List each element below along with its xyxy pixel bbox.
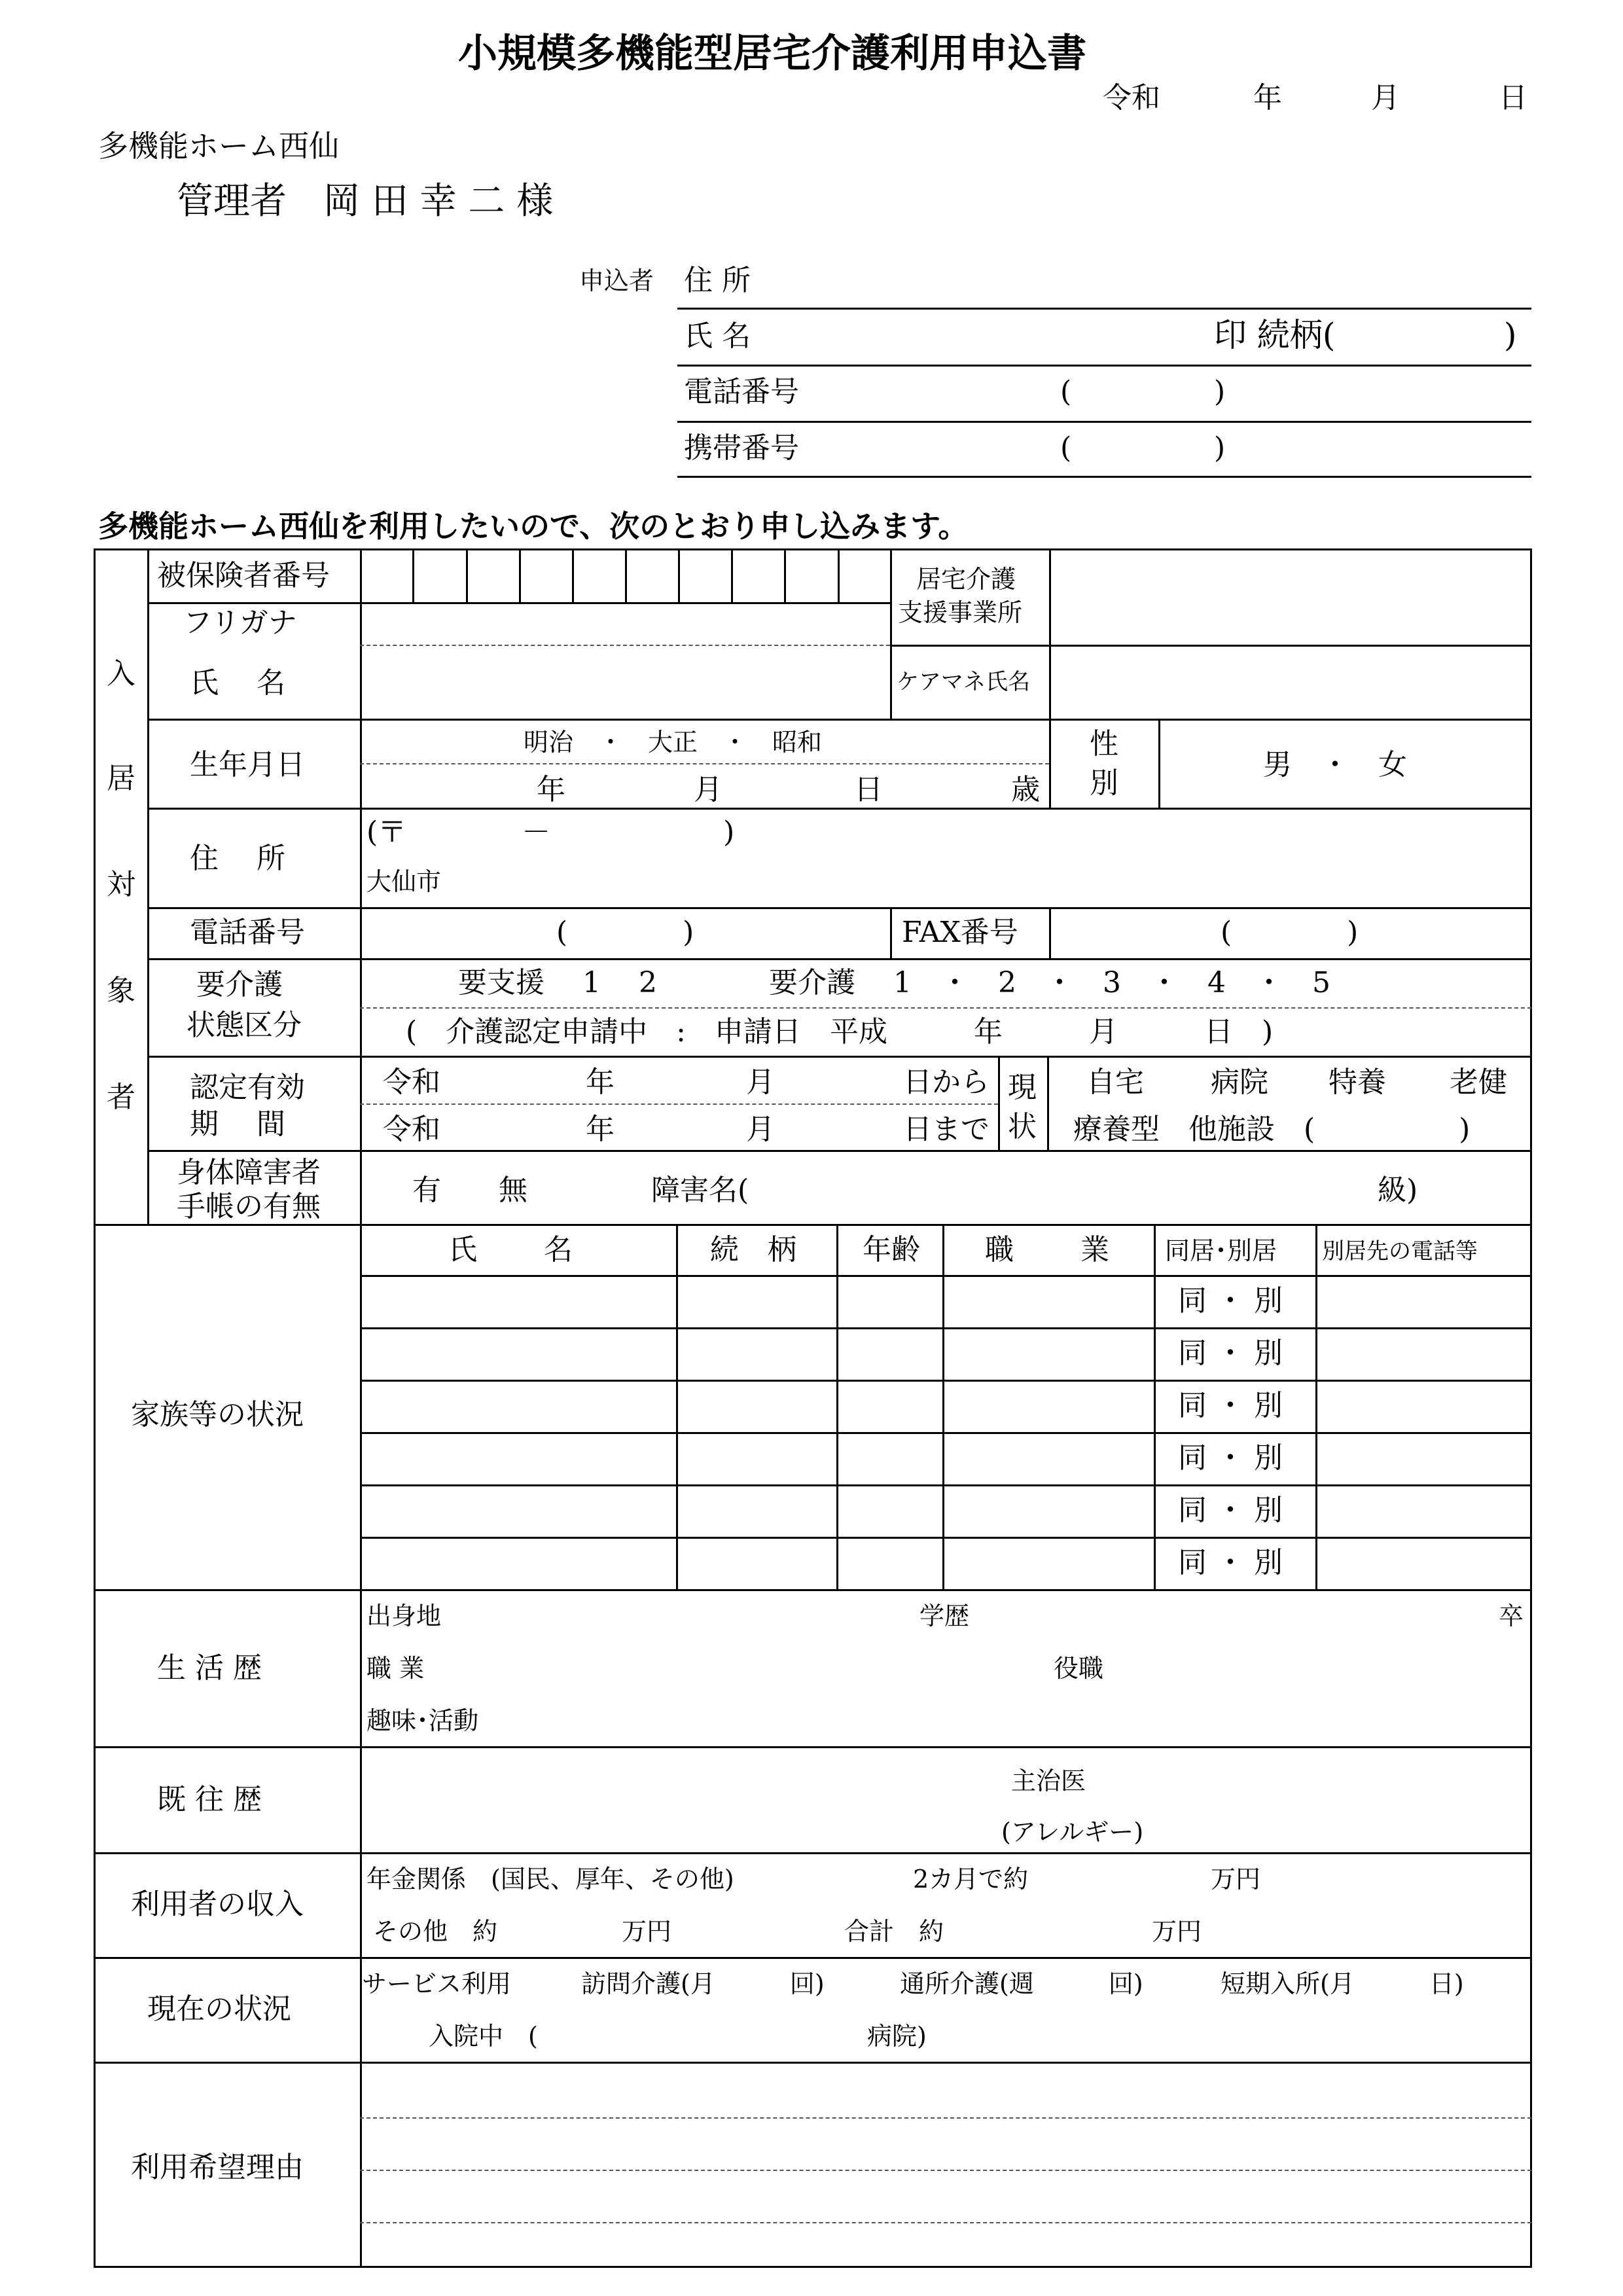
valid-to-month: 月 xyxy=(746,1113,775,1146)
family-row-living: 同 ・ 別 xyxy=(1178,1546,1283,1579)
applicant-label: 申込者 xyxy=(579,266,654,295)
care-need: 要介護 1 ・ 2 ・ 3 ・ 4 ・ 5 xyxy=(769,966,1330,999)
history-position: 役職 xyxy=(1054,1654,1104,1683)
valid-from-month: 月 xyxy=(746,1066,775,1099)
sex-label-2: 別 xyxy=(1090,766,1118,800)
disability-label-2: 手帳の有無 xyxy=(177,1190,321,1223)
applicant-phone-open: ( xyxy=(1060,375,1072,408)
applicant-name-label: 氏 名 xyxy=(684,319,751,353)
family-row-living: 同 ・ 別 xyxy=(1178,1284,1283,1318)
birth-day: 日 xyxy=(854,773,883,806)
history-education: 学歴 xyxy=(919,1602,970,1630)
family-header-living: 同居･別居 xyxy=(1165,1236,1277,1265)
family-label: 家族等の状況 xyxy=(131,1398,304,1431)
history-birthplace: 出身地 xyxy=(366,1602,442,1630)
applicant-phone-label: 電話番号 xyxy=(684,375,799,408)
disability-name: 障害名( xyxy=(651,1174,749,1207)
disability-label-1: 身体障害者 xyxy=(177,1156,321,1189)
recipient-facility: 多機能ホーム西仙 xyxy=(98,128,339,164)
care-applying: ( 介護認定申請中 : 申請日 平成 年 月 日 ) xyxy=(406,1015,1274,1049)
birth-label: 生年月日 xyxy=(190,748,305,781)
care-office-label-1: 居宅介護 xyxy=(916,565,1016,594)
family-header-phone: 別居先の電話等 xyxy=(1322,1238,1478,1265)
valid-from-year: 年 xyxy=(586,1066,615,1099)
disability-options: 有 無 xyxy=(412,1174,527,1207)
validity-label-2: 期 間 xyxy=(190,1107,285,1141)
date-era: 令和 xyxy=(1103,81,1160,115)
family-row-living: 同 ・ 別 xyxy=(1178,1441,1283,1475)
date-year: 年 xyxy=(1253,81,1282,115)
fax-paren: ( ) xyxy=(1221,916,1359,949)
family-header-age: 年齢 xyxy=(863,1233,920,1266)
sex-label-1: 性 xyxy=(1090,727,1118,761)
status-nursing: 特養 xyxy=(1329,1066,1386,1099)
applicant-seal-close: ) xyxy=(1504,316,1517,354)
income-pension: 年金関係 (国民、厚年、その他) xyxy=(366,1865,734,1893)
applicant-seal-relation: 印 続柄( xyxy=(1214,316,1336,354)
subject-phone-label: 電話番号 xyxy=(190,916,305,949)
family-header-name: 氏 名 xyxy=(448,1233,573,1266)
current-hospital: 入院中 ( xyxy=(429,2022,538,2051)
birth-year: 年 xyxy=(537,773,565,806)
family-row-living: 同 ・ 別 xyxy=(1178,1389,1283,1422)
valid-from-day: 日から xyxy=(903,1066,990,1099)
validity-label-1: 認定有効 xyxy=(190,1071,305,1104)
valid-from-era: 令和 xyxy=(383,1066,440,1099)
postal-code: (〒 － ) xyxy=(366,816,735,849)
date-month: 月 xyxy=(1371,81,1400,115)
history-graduated: 卒 xyxy=(1499,1602,1524,1630)
side-label-3: 象 xyxy=(107,974,135,1007)
status-label-2: 状 xyxy=(1008,1110,1037,1143)
income-bimonthly: 2カ月で約 xyxy=(913,1865,1029,1893)
medical-label: 既 往 歴 xyxy=(157,1783,262,1816)
income-total: 合計 約 xyxy=(844,1917,944,1946)
current-service: サービス利用 xyxy=(362,1969,512,1998)
income-other: その他 約 xyxy=(373,1917,498,1946)
medical-doctor: 主治医 xyxy=(1011,1767,1086,1795)
subject-phone-paren: ( ) xyxy=(556,916,694,949)
intro-text: 多機能ホーム西仙を利用したいので、次のとおり申し込みます。 xyxy=(98,509,969,544)
page-title: 小規模多機能型居宅介護利用申込書 xyxy=(458,31,1086,77)
applicant-address-label: 住 所 xyxy=(684,264,751,297)
care-manager-label: ケアマネ氏名 xyxy=(897,669,1030,695)
history-hobbies: 趣味･活動 xyxy=(366,1706,479,1735)
birth-eras: 明治 ・ 大正 ・ 昭和 xyxy=(524,728,823,757)
fax-label: FAX番号 xyxy=(902,916,1018,949)
current-visit: 訪問介護(月 回) xyxy=(581,1969,825,1998)
applicant-mobile-label: 携帯番号 xyxy=(684,431,799,465)
income-unit-3: 万円 xyxy=(1152,1917,1202,1946)
medical-allergy: (アレルギー) xyxy=(1001,1818,1144,1846)
care-level-label-2: 状態区分 xyxy=(187,1009,302,1042)
applicant-phone-close: ) xyxy=(1214,375,1226,408)
current-label: 現在の状況 xyxy=(147,1992,291,2026)
furigana-label: フリガナ xyxy=(183,606,297,639)
current-hospital-end: 病院) xyxy=(867,2022,927,2051)
applicant-mobile-open: ( xyxy=(1060,431,1072,465)
income-unit-1: 万円 xyxy=(1211,1865,1261,1893)
history-label: 生 活 歴 xyxy=(157,1651,262,1685)
care-level-label-1: 要介護 xyxy=(196,968,283,1001)
recipient-manager: 管理者 岡 田 幸 二 様 xyxy=(177,180,554,223)
valid-to-era: 令和 xyxy=(383,1113,440,1146)
current-short: 短期入所(月 日) xyxy=(1221,1969,1464,1998)
sex-options: 男 ・ 女 xyxy=(1263,748,1407,781)
side-label-0: 入 xyxy=(107,657,135,691)
disability-grade: 級) xyxy=(1378,1174,1418,1207)
family-header-job: 職 業 xyxy=(985,1233,1109,1266)
valid-to-day: 日まで xyxy=(903,1113,990,1146)
care-support: 要支援 1 2 xyxy=(458,966,657,999)
city: 大仙市 xyxy=(366,867,442,896)
reason-label: 利用希望理由 xyxy=(131,2151,304,2184)
birth-month: 月 xyxy=(694,773,722,806)
family-row-living: 同 ・ 別 xyxy=(1178,1336,1283,1370)
history-occupation: 職 業 xyxy=(366,1654,425,1683)
subject-name-label: 氏 名 xyxy=(190,666,285,700)
family-row-living: 同 ・ 別 xyxy=(1178,1494,1283,1527)
subject-address-label: 住 所 xyxy=(190,842,285,875)
insured-number-label: 被保険者番号 xyxy=(157,559,330,592)
status-elderly: 老健 xyxy=(1450,1066,1507,1099)
status-hospital: 病院 xyxy=(1211,1066,1268,1099)
side-label-2: 対 xyxy=(107,868,135,901)
care-office-label-2: 支援事業所 xyxy=(898,598,1023,627)
side-label-1: 居 xyxy=(107,762,135,795)
status-row2: 療養型 他施設 ( ) xyxy=(1073,1113,1471,1146)
applicant-mobile-close: ) xyxy=(1214,431,1226,465)
valid-to-year: 年 xyxy=(586,1113,615,1146)
current-day: 通所介護(週 回) xyxy=(900,1969,1143,1998)
status-label-1: 現 xyxy=(1008,1071,1037,1104)
birth-age: 歳 xyxy=(1011,773,1040,806)
side-label-4: 者 xyxy=(107,1081,135,1114)
status-home: 自宅 xyxy=(1086,1066,1144,1099)
income-label: 利用者の収入 xyxy=(131,1888,304,1921)
income-unit-2: 万円 xyxy=(622,1917,672,1946)
family-header-relation: 続 柄 xyxy=(710,1233,796,1266)
date-day: 日 xyxy=(1499,81,1527,115)
